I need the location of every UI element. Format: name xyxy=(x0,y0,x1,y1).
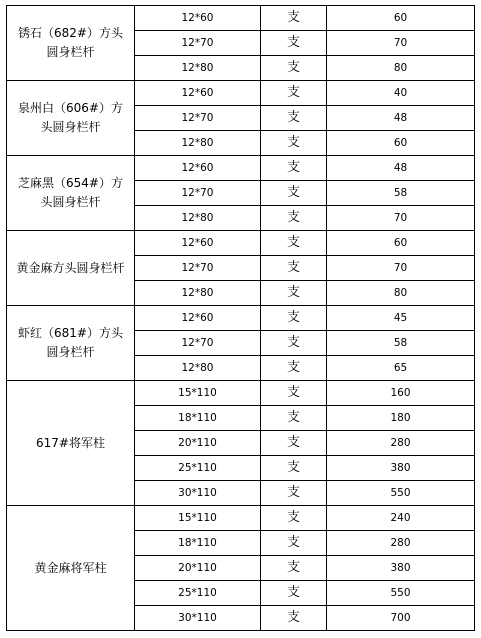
price-cell: 60 xyxy=(327,231,475,256)
price-cell: 380 xyxy=(327,456,475,481)
price-cell: 80 xyxy=(327,56,475,81)
spec-cell: 20*110 xyxy=(135,556,261,581)
unit-cell: 支 xyxy=(261,131,327,156)
price-cell: 240 xyxy=(327,506,475,531)
price-cell: 48 xyxy=(327,156,475,181)
product-name-cell: 虾红（681#）方头圆身栏杆 xyxy=(7,306,135,381)
price-cell: 58 xyxy=(327,181,475,206)
unit-cell: 支 xyxy=(261,581,327,606)
price-cell: 48 xyxy=(327,106,475,131)
unit-cell: 支 xyxy=(261,456,327,481)
unit-cell: 支 xyxy=(261,406,327,431)
spec-cell: 12*80 xyxy=(135,281,261,306)
spec-cell: 12*80 xyxy=(135,56,261,81)
table-row xyxy=(7,381,475,406)
unit-cell: 支 xyxy=(261,281,327,306)
spec-cell: 12*70 xyxy=(135,331,261,356)
unit-cell: 支 xyxy=(261,156,327,181)
spec-cell: 12*60 xyxy=(135,306,261,331)
table-row xyxy=(7,156,475,181)
spec-cell: 25*110 xyxy=(135,456,261,481)
spec-cell: 12*60 xyxy=(135,156,261,181)
unit-cell: 支 xyxy=(261,556,327,581)
unit-cell: 支 xyxy=(261,381,327,406)
spec-cell: 12*70 xyxy=(135,256,261,281)
spec-cell: 18*110 xyxy=(135,531,261,556)
unit-cell: 支 xyxy=(261,206,327,231)
table-row xyxy=(7,6,475,31)
price-cell: 58 xyxy=(327,331,475,356)
price-cell: 60 xyxy=(327,131,475,156)
spec-cell: 20*110 xyxy=(135,431,261,456)
unit-cell: 支 xyxy=(261,531,327,556)
unit-cell: 支 xyxy=(261,31,327,56)
price-cell: 550 xyxy=(327,581,475,606)
spec-cell: 25*110 xyxy=(135,581,261,606)
price-cell: 80 xyxy=(327,281,475,306)
unit-cell: 支 xyxy=(261,306,327,331)
price-cell: 180 xyxy=(327,406,475,431)
unit-cell: 支 xyxy=(261,481,327,506)
unit-cell: 支 xyxy=(261,356,327,381)
price-cell: 60 xyxy=(327,6,475,31)
spec-cell: 15*110 xyxy=(135,506,261,531)
product-name-cell: 黄金麻将军柱 xyxy=(7,506,135,631)
table-row xyxy=(7,231,475,256)
price-cell: 70 xyxy=(327,256,475,281)
product-name-cell: 锈石（682#）方头圆身栏杆 xyxy=(7,6,135,81)
unit-cell: 支 xyxy=(261,81,327,106)
unit-cell: 支 xyxy=(261,331,327,356)
spec-cell: 12*70 xyxy=(135,31,261,56)
unit-cell: 支 xyxy=(261,506,327,531)
product-name-cell: 泉州白（606#）方头圆身栏杆 xyxy=(7,81,135,156)
unit-cell: 支 xyxy=(261,231,327,256)
table-row xyxy=(7,306,475,331)
spec-cell: 12*70 xyxy=(135,181,261,206)
spec-cell: 12*80 xyxy=(135,131,261,156)
unit-cell: 支 xyxy=(261,56,327,81)
table-row xyxy=(7,81,475,106)
unit-cell: 支 xyxy=(261,431,327,456)
product-name-cell: 芝麻黑（654#）方头圆身栏杆 xyxy=(7,156,135,231)
price-table-body xyxy=(7,6,475,631)
unit-cell: 支 xyxy=(261,256,327,281)
spec-cell: 12*60 xyxy=(135,6,261,31)
spec-cell: 30*110 xyxy=(135,606,261,631)
price-table xyxy=(6,5,475,631)
spec-cell: 12*60 xyxy=(135,231,261,256)
spec-cell: 12*70 xyxy=(135,106,261,131)
price-cell: 40 xyxy=(327,81,475,106)
unit-cell: 支 xyxy=(261,181,327,206)
spec-cell: 12*80 xyxy=(135,356,261,381)
unit-cell: 支 xyxy=(261,6,327,31)
spec-cell: 12*60 xyxy=(135,81,261,106)
price-cell: 280 xyxy=(327,431,475,456)
spec-cell: 30*110 xyxy=(135,481,261,506)
spec-cell: 18*110 xyxy=(135,406,261,431)
unit-cell: 支 xyxy=(261,106,327,131)
product-name-cell: 617#将军柱 xyxy=(7,381,135,506)
price-cell: 380 xyxy=(327,556,475,581)
table-row xyxy=(7,506,475,531)
price-cell: 280 xyxy=(327,531,475,556)
price-cell: 45 xyxy=(327,306,475,331)
price-cell: 70 xyxy=(327,206,475,231)
spec-cell: 15*110 xyxy=(135,381,261,406)
price-cell: 65 xyxy=(327,356,475,381)
price-cell: 700 xyxy=(327,606,475,631)
price-cell: 70 xyxy=(327,31,475,56)
price-cell: 550 xyxy=(327,481,475,506)
product-name-cell: 黄金麻方头圆身栏杆 xyxy=(7,231,135,306)
unit-cell: 支 xyxy=(261,606,327,631)
price-cell: 160 xyxy=(327,381,475,406)
spec-cell: 12*80 xyxy=(135,206,261,231)
